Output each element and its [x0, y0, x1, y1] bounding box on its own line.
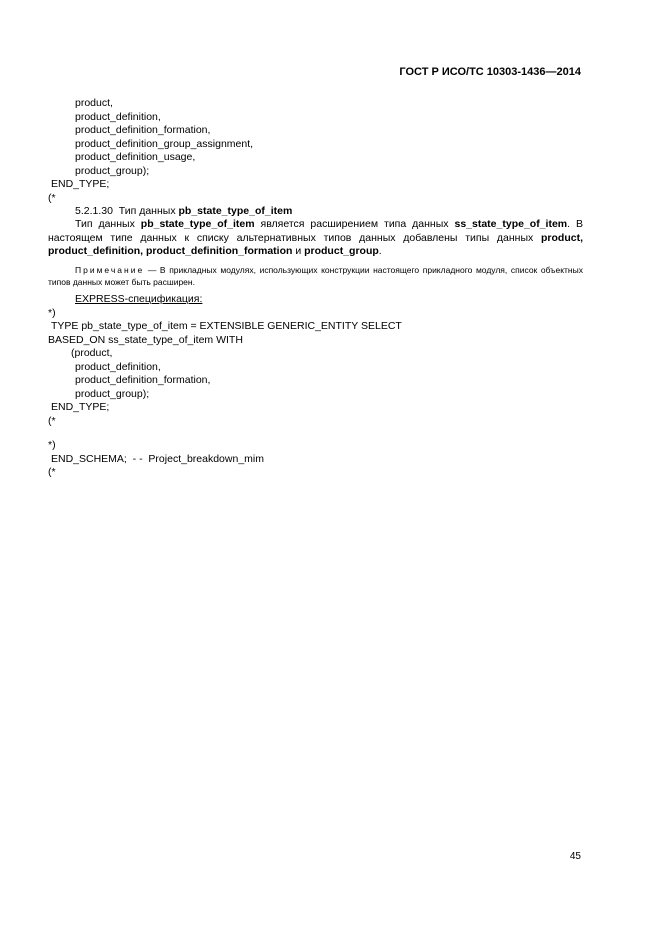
code-line: product_definition,: [75, 360, 161, 373]
code-line: product_group);: [75, 164, 150, 177]
code-line: (*: [48, 191, 56, 204]
section-title-name: pb_state_type_of_item: [178, 205, 293, 217]
code-line: BASED_ON ss_state_type_of_item WITH: [48, 333, 243, 346]
section-heading: [75, 205, 292, 218]
page-number: 45: [569, 851, 581, 862]
section-title-prefix: Тип данных: [118, 205, 176, 217]
code-line: product_definition_group_assignment,: [75, 137, 254, 150]
document-header: ГОСТ Р ИСО/ТС 10303-1436—2014: [399, 66, 581, 78]
code-line: product_definition_usage,: [75, 151, 196, 163]
code-line: END_TYPE;: [51, 178, 110, 190]
code-line: product_definition_formation,: [75, 124, 211, 136]
code-line: product,: [75, 97, 113, 109]
note-label: Примечание: [75, 265, 145, 275]
description-paragraph: Тип данных pb_state_type_of_item является расширением типа данных ss_state_type_of_item. В настоящем типе данных к списку альтернативных типов данных добавлены типы данных product, product_definition, product_definition_formation и product_group.: [48, 218, 583, 257]
code-line: END_TYPE;: [51, 401, 110, 413]
express-heading: EXPRESS-спецификация:: [75, 293, 203, 305]
code-line: (*: [48, 466, 56, 478]
note-paragraph: [48, 264, 583, 288]
section-number: 5.2.1.30: [75, 205, 113, 217]
code-line: TYPE pb_state_type_of_item = EXTENSIBLE GENERIC_ENTITY SELECT: [51, 320, 402, 332]
code-line: *): [48, 439, 56, 451]
code-line: *): [48, 306, 56, 319]
code-line: product_definition_formation,: [75, 374, 211, 386]
code-line: END_SCHEMA; - - Project_breakdown_mim: [51, 452, 264, 465]
code-line: product_definition,: [75, 110, 161, 123]
code-line: (*: [48, 414, 56, 427]
code-line: product_group);: [75, 387, 150, 400]
code-line: (product,: [71, 347, 113, 359]
note-text: — В прикладных модулях, использующих конструкции настоящего прикладного модуля, список объектных типов данных может быть расширен.: [48, 265, 583, 287]
